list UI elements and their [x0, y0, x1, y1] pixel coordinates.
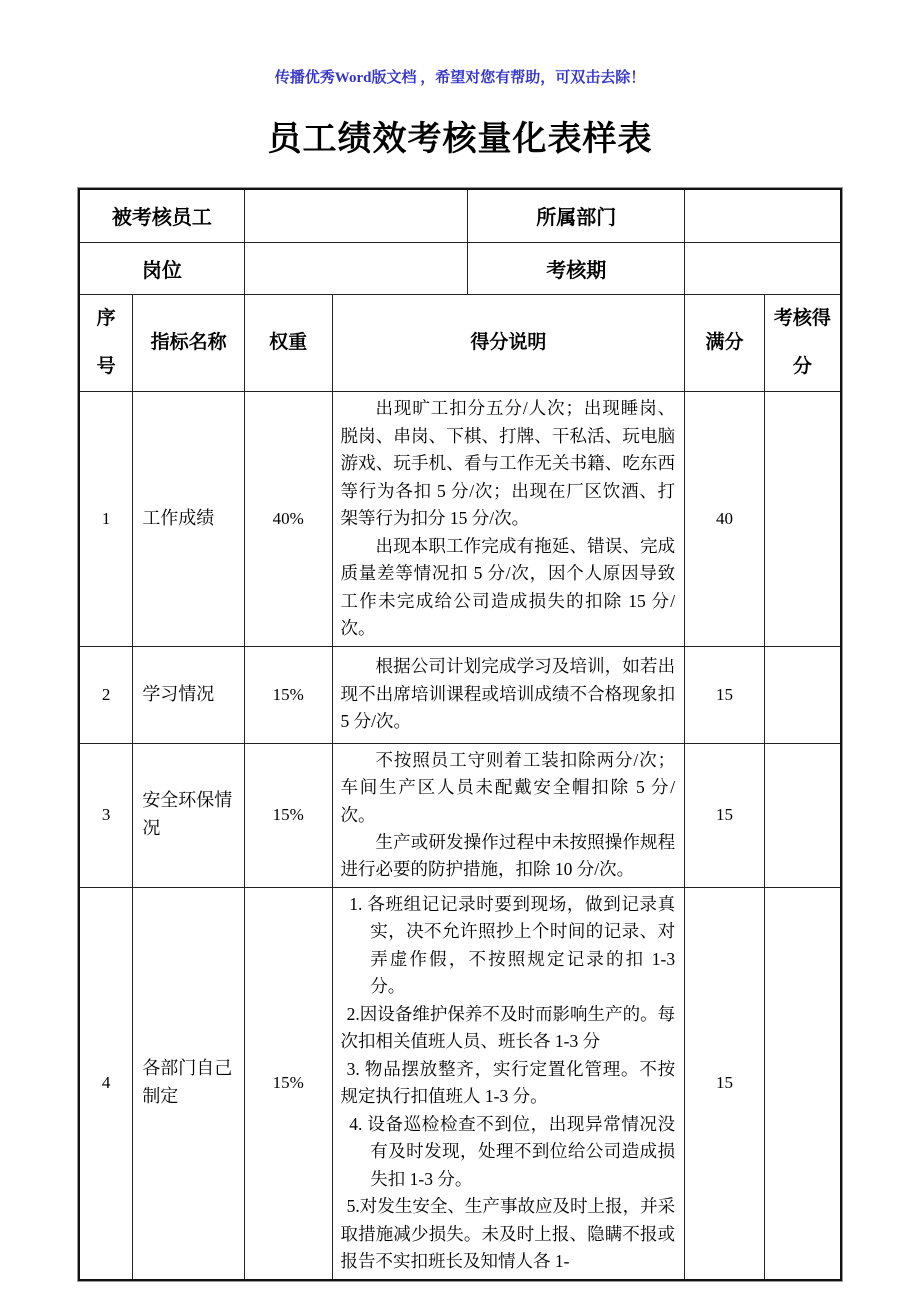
row4-indicator: 各部门自己制定 — [133, 887, 245, 1278]
info-row-2 — [80, 242, 840, 294]
row4-score-cell[interactable] — [764, 887, 840, 1278]
row1-weight: 40% — [244, 392, 332, 646]
row4-item-2: 2.因设备维护保养不及时而影响生产的。每次扣相关值班人员、班长各 1-3 分 — [340, 1003, 676, 1052]
row3-paragraph-1: 不按照员工守则着工装扣除两分/次；车间生产区人员未配戴安全帽扣除 5 分/次。 — [340, 749, 676, 825]
info-table — [80, 190, 840, 295]
row3-indicator: 安全环保情况 — [133, 743, 245, 887]
row4-index: 4 — [80, 887, 133, 1278]
period-label: 考核期 — [468, 242, 685, 294]
position-value-cell[interactable] — [244, 242, 467, 294]
row4-item-5: 5.对发生安全、生产事故应及时上报，并采取措施减少损失。未及时上报、隐瞒不报或报告不实扣班长及知情人各 1- — [340, 1196, 676, 1272]
row3-max-score: 15 — [685, 743, 765, 887]
department-value-cell[interactable] — [685, 190, 840, 242]
row1-paragraph-1: 出现旷工扣分五分/人次；出现睡岗、脱岗、串岗、下棋、打牌、干私活、玩电脑游戏、玩手机、看与工作无关书籍、吃东西等行为各扣 5 分/次；出现在厂区饮酒、打架等行为扣分 15 分/次。 — [340, 398, 676, 529]
row2-index: 2 — [80, 646, 133, 743]
header-indicator: 指标名称 — [133, 295, 245, 392]
row3-index: 3 — [80, 743, 133, 887]
assessment-table — [78, 188, 842, 1281]
row3-description — [332, 743, 685, 887]
row4-item-1: 1. 各班组记记录时要到现场，做到记录真实，决不允许照抄上个时间的记录、对弄虚作假，不按照规定记录的扣 1-3 分。 — [349, 893, 676, 997]
row2-indicator: 学习情况 — [133, 646, 245, 743]
row4-item-4: 4. 设备巡检检查不到位，出现异常情况没有及时发现，处理不到位给公司造成损失扣 1-3 分。 — [349, 1113, 676, 1189]
row1-score-cell[interactable] — [764, 392, 840, 646]
promo-notice[interactable]: 传播优秀Word版文档 ，希望对您有帮助，可双击去除！ — [274, 70, 646, 86]
department-label: 所属部门 — [468, 190, 685, 242]
header-description: 得分说明 — [332, 295, 685, 392]
table-header-row — [80, 295, 840, 392]
criteria-table — [80, 295, 840, 1279]
row1-index: 1 — [80, 392, 133, 646]
header-index-label: 序号 — [96, 307, 116, 377]
header-max-score: 满分 — [685, 295, 765, 392]
period-value-cell[interactable] — [685, 242, 840, 294]
criteria-row-3 — [80, 743, 840, 887]
row4-max-score: 15 — [685, 887, 765, 1278]
header-score-label: 考核得分 — [773, 307, 831, 377]
criteria-row-4 — [80, 887, 840, 1278]
row4-item-3: 3. 物品摆放整齐，实行定置化管理。不按规定执行扣值班人 1-3 分。 — [340, 1058, 676, 1107]
row1-description — [332, 392, 685, 646]
row2-paragraph-1: 根据公司计划完成学习及培训，如若出现不出席培训课程或培训成绩不合格现象扣 5 分/次。 — [340, 656, 676, 732]
row2-score-cell[interactable] — [764, 646, 840, 743]
row1-max-score: 40 — [685, 392, 765, 646]
row2-max-score: 15 — [685, 646, 765, 743]
row3-score-cell[interactable] — [764, 743, 840, 887]
page-title: 员工绩效考核量化表样表 — [267, 121, 653, 158]
row4-weight: 15% — [244, 887, 332, 1278]
row2-weight: 15% — [244, 646, 332, 743]
criteria-row-1 — [80, 392, 840, 646]
employee-label: 被考核员工 — [80, 190, 244, 242]
row1-paragraph-2: 出现本职工作完成有拖延、错误、完成质量差等情况扣 5 分/次，因个人原因导致工作未完成给公司造成损失的扣除 15 分/次。 — [340, 535, 676, 639]
row4-description — [332, 887, 685, 1278]
row1-indicator: 工作成绩 — [133, 392, 245, 646]
employee-value-cell[interactable] — [244, 190, 467, 242]
info-row-1 — [80, 190, 840, 242]
criteria-row-2 — [80, 646, 840, 743]
header-index — [80, 295, 133, 392]
row2-description — [332, 646, 685, 743]
row3-weight: 15% — [244, 743, 332, 887]
header-score — [764, 295, 840, 392]
position-label: 岗位 — [80, 242, 244, 294]
row3-paragraph-2: 生产或研发操作过程中未按照操作规程进行必要的防护措施，扣除 10 分/次。 — [340, 832, 676, 880]
header-weight: 权重 — [244, 295, 332, 392]
